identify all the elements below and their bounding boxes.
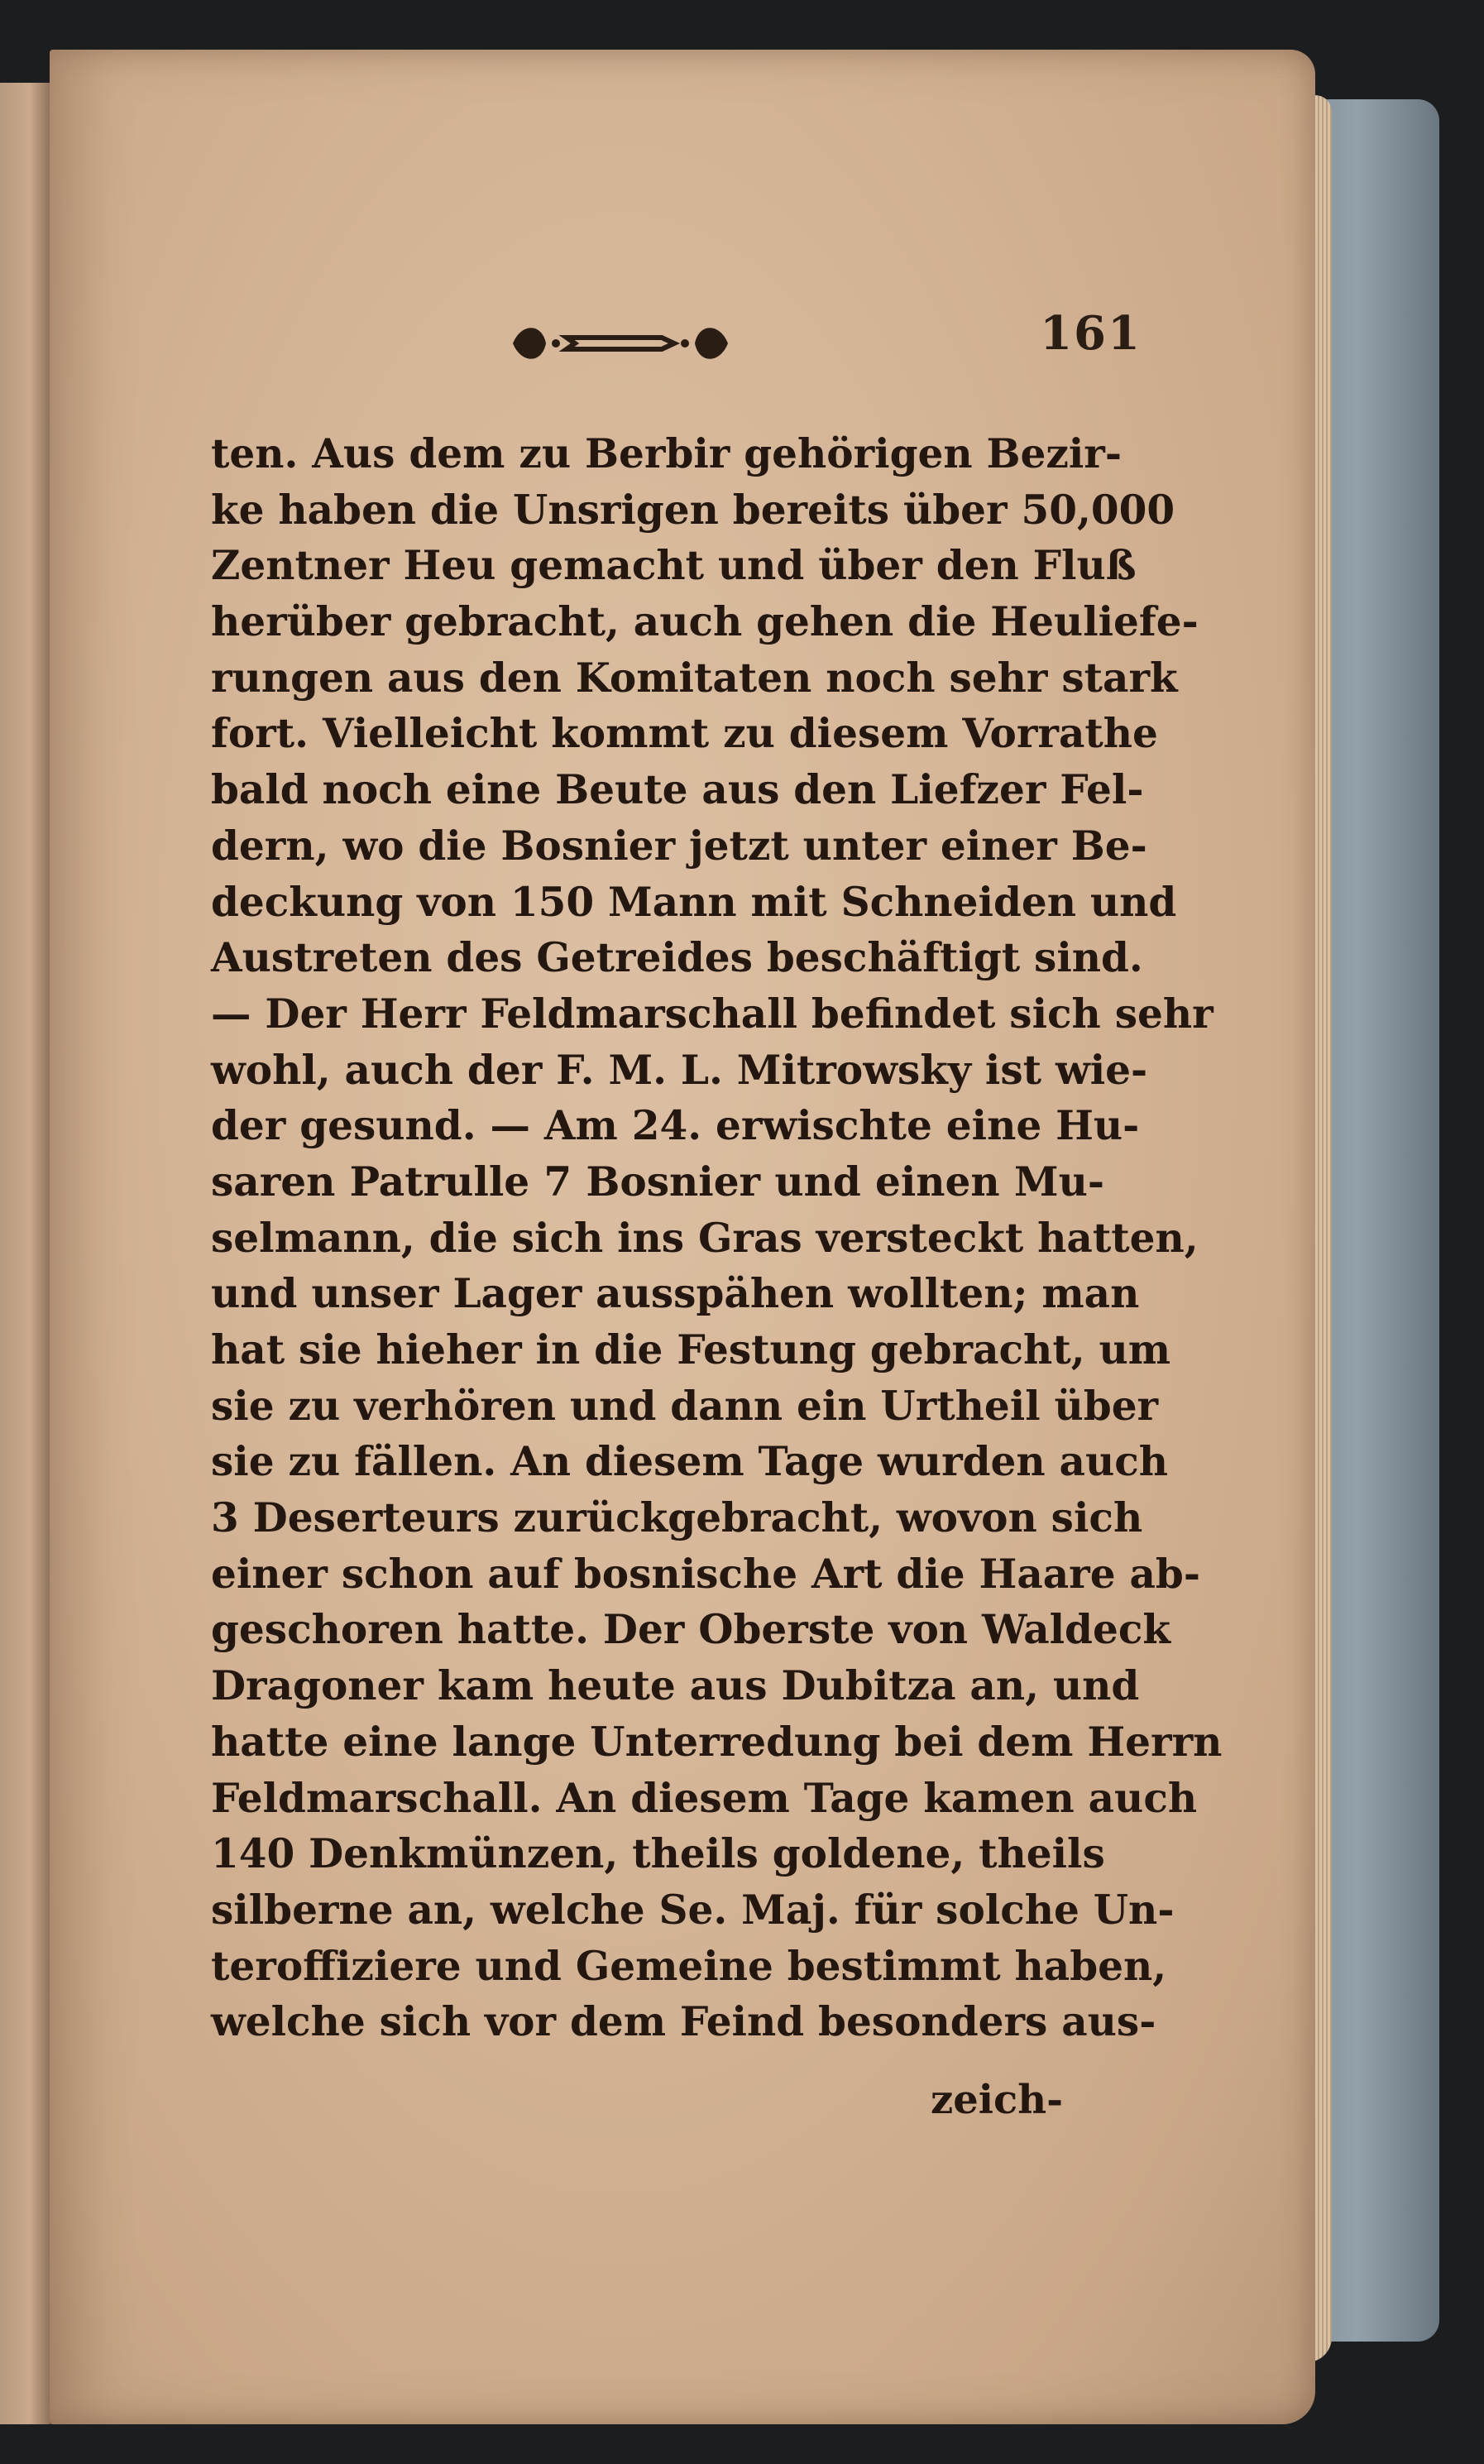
text-line: ten. Aus dem zu Berbir gehörigen Bezir-	[211, 430, 1122, 477]
text-line: silberne an, welche Se. Maj. für solche Un-	[211, 1886, 1175, 1934]
text-line: einer schon auf bosnische Art die Haare ab-	[211, 1550, 1200, 1598]
text-line: Feldmarschall. An diesem Tage kamen auch	[211, 1774, 1198, 1822]
text-line: fort. Vielleicht kommt zu diesem Vorrathe	[211, 710, 1158, 758]
text-line: selmann, die sich ins Gras versteckt hatten,	[211, 1214, 1199, 1262]
text-line: geschoren hatte. Der Oberste von Waldeck	[211, 1606, 1170, 1654]
text-line: hatte eine lange Unterredung bei dem Herrn	[211, 1718, 1223, 1766]
page-number: 161	[1040, 306, 1142, 361]
text-line: teroffiziere und Gemeine bestimmt haben,	[211, 1942, 1167, 1990]
text-line: 140 Denkmünzen, theils goldene, theils	[211, 1830, 1105, 1878]
text-line: Dragoner kam heute aus Dubitza an, und	[211, 1662, 1140, 1710]
text-line: rungen aus den Komitaten noch sehr stark	[211, 654, 1178, 702]
text-line: wohl, auch der F. M. L. Mitrowsky ist wie-	[211, 1046, 1148, 1094]
text-line: sie zu verhören und dann ein Urtheil über	[211, 1382, 1159, 1430]
text-line: der gesund. — Am 24. erwischte eine Hu-	[211, 1102, 1140, 1150]
text-line: und unser Lager ausspähen wollten; man	[211, 1270, 1140, 1318]
text-line: bald noch eine Beute aus den Liefzer Fel-	[211, 766, 1144, 814]
left-page-edge	[0, 83, 52, 2424]
text-line: saren Patrulle 7 Bosnier und einen Mu-	[211, 1158, 1104, 1206]
text-line: herüber gebracht, auch gehen die Heuliefe-	[211, 598, 1199, 646]
text-line: — Der Herr Feldmarschall befindet sich sehr	[211, 990, 1214, 1038]
header-ornament	[496, 314, 744, 372]
text-line: Zentner Heu gemacht und über den Fluß	[211, 542, 1137, 590]
page-header	[496, 306, 1142, 381]
text-line: ke haben die Unsrigen bereits über 50,000	[211, 486, 1175, 534]
text-line: deckung von 150 Mann mit Schneiden und	[211, 878, 1177, 926]
text-line: sie zu fällen. An diesem Tage wurden auch	[211, 1438, 1169, 1486]
text-line: dern, wo die Bosnier jetzt unter einer Be-	[211, 822, 1147, 870]
text-line: hat sie hieher in die Festung gebracht, um	[211, 1326, 1171, 1373]
text-line: 3 Deserteurs zurückgebracht, wovon sich	[211, 1494, 1143, 1542]
text-line: welche sich vor dem Feind besonders aus-	[211, 1998, 1156, 2046]
catchword: zeich-	[931, 2077, 1064, 2123]
text-line: Austreten des Getreides beschäftigt sind.	[211, 934, 1143, 982]
body-text	[211, 426, 1223, 2050]
